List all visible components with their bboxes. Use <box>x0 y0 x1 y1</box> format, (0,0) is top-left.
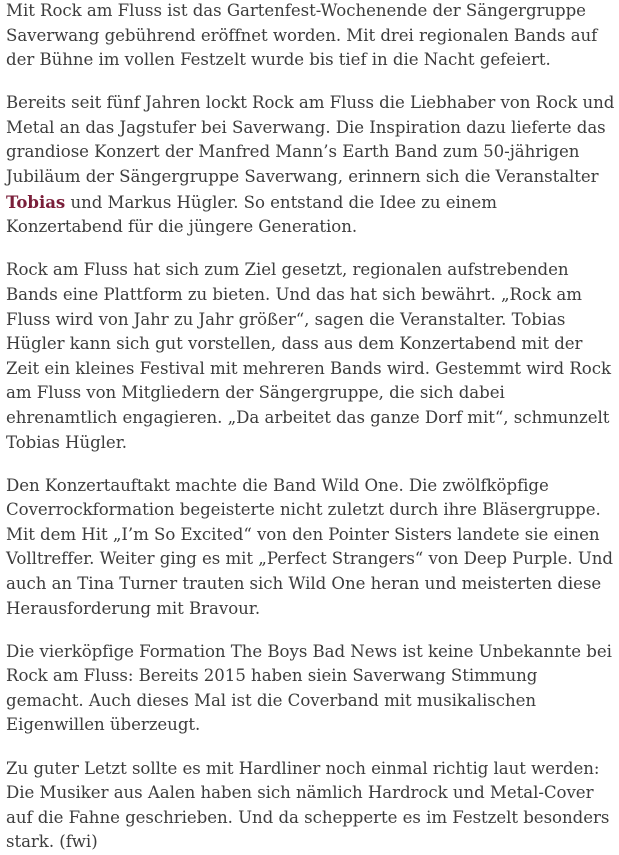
paragraph-inspiration-text-start: Bereits seit fünf Jahren lockt Rock am Fluss die Liebhaber von Rock und Metal an das Jagstufer bei Saverwang. Die Inspiration dazu lieferte das grandiose Konzert der Manfred Mann’s Earth Band zum 50-jährigen Jubiläum der Sängergruppe Saverwang, erinnern sich die Veranstalter <box>6 93 615 187</box>
paragraph-intro: Mit Rock am Fluss ist das Gartenfest-Wochenende der Sängergruppe Saverwang gebührend eröffnet worden. Mit drei regionalen Bands auf der Bühne im vollen Festzelt wurde bis tief in die Nacht gefeiert. <box>6 1 598 70</box>
article-body <box>6 0 618 855</box>
paragraph-inspiration-text-end: und Markus Hügler. So entstand die Idee zu einem Konzertabend für die jüngere Generation. <box>6 192 497 237</box>
paragraph-boys-bad-news: Die vierköpfige Formation The Boys Bad News ist keine Unbekannte bei Rock am Fluss: Bereits 2015 haben siein Saverwang Stimmung gemacht. Auch dieses Mal ist die Coverband mit musikalischen Eigenwillen überzeugt. <box>6 641 612 735</box>
paragraph-inspiration <box>6 91 618 240</box>
paragraph-wild-one: Den Konzertauftakt machte die Band Wild One. Die zwölfköpfige Coverrockformation begeisterte nicht zuletzt durch ihre Bläsergruppe. Mit dem Hit „I’m So Excited“ von den Pointer Sisters landete sie einen Volltreffer. Weiter ging es mit „Perfect Strangers“ von Deep Purple. Und auch an Tina Turner trauten sich Wild One heran und meisterten diese Herausforderung mit Bravour. <box>6 475 613 618</box>
person-link-tobias[interactable]: Tobias <box>6 191 66 212</box>
paragraph-hardliner: Zu guter Letzt sollte es mit Hardliner noch einmal richtig laut werden: Die Musiker aus Aalen haben sich nämlich Hardrock und Metal-Cover auf die Fahne geschrieben. Und da schepperte es im Festzelt besonders stark. (fwi) <box>6 758 610 852</box>
paragraph-goal: Rock am Fluss hat sich zum Ziel gesetzt, regionalen aufstrebenden Bands eine Plattform zu bieten. Und das hat sich bewährt. „Rock am Fluss wird von Jahr zu Jahr größer“, sagen die Veranstalter. Tobias Hügler kann sich gut vorstellen, dass aus dem Konzertabend mit der Zeit ein kleines Festival mit mehreren Bands wird. Gestemmt wird Rock am Fluss von Mitgliedern der Sängergruppe, die sich dabei ehrenamtlich engagieren. „Da arbeitet das ganze Dorf mit“, schmunzelt Tobias Hügler. <box>6 260 611 452</box>
